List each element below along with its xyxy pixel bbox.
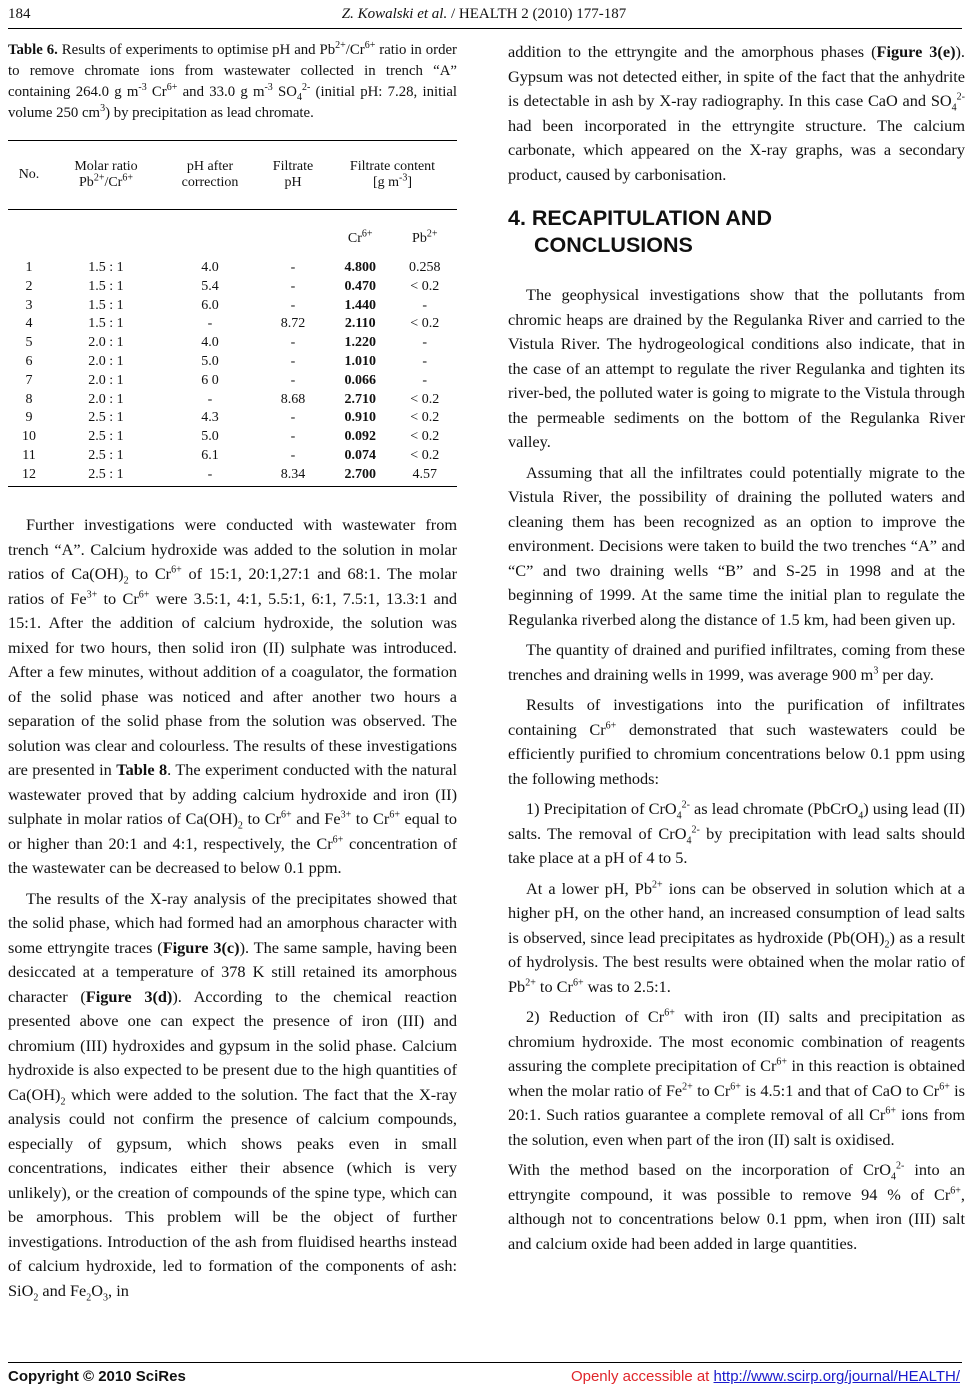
cell-cr: 4.800 — [344, 259, 376, 275]
cell-fph: - — [290, 297, 296, 313]
cell-ph: 4.3 — [201, 410, 219, 426]
cell-ratio: 2.0 : 1 — [88, 353, 124, 369]
cell-fph: - — [290, 410, 296, 426]
cell-pb: < 0.2 — [410, 429, 440, 445]
paragraph-geophysical: The geophysical investigations show that the pollutants from chromic heaps are drained by the Regulanka River and carried to the Vistula River. The hydrogeological conditions also indicate, that in the case of an attempt to regulate the river Regulanka and tighten its river-bed, the polluted water is going to migrate to the Vistula through the permeable sediments on the bottom of the Regulanka River valley. — [508, 285, 965, 451]
cell-cr: 1.010 — [344, 353, 376, 369]
col-ph-after: pH after correction — [162, 141, 258, 210]
paragraph-lower-ph: At a lower pH, $Pb^{2+}$ ions can be observed in solution which at a higher pH, on the other hand, an increased consumption of lead salts is observed, since lead precipitates as hydroxide $(Pb(OH)_2)$ as a result of hydrolysis. The best results were obtained when the molar ratio of $Pb^{2+}$ to $Cr^{6+}$ was to 2.5:1. — [508, 878, 966, 996]
cell-ph: 5.0 — [201, 429, 219, 445]
table-row — [8, 353, 457, 372]
cell-no: 4 — [25, 316, 33, 332]
cell-ph: 5.4 — [201, 278, 219, 294]
cell-fph: - — [290, 278, 296, 294]
cell-fph: 8.68 — [280, 391, 306, 407]
table-row — [8, 466, 457, 487]
cell-pb: - — [422, 335, 428, 351]
col-filtrate-ph: Filtrate pH — [258, 141, 328, 210]
table-row — [8, 278, 457, 297]
cell-cr: 0.470 — [344, 278, 376, 294]
cell-fph: - — [290, 353, 296, 369]
cell-ratio: 1.5 : 1 — [88, 316, 124, 332]
table-row — [8, 390, 457, 409]
cell-no: 8 — [25, 391, 33, 407]
cell-fph: 8.72 — [280, 316, 306, 332]
cell-cr: 0.092 — [344, 429, 376, 445]
cell-ph: 4.0 — [201, 259, 219, 275]
col-cr: $Cr^{6+}$ — [347, 228, 373, 247]
page-footer — [0, 1362, 968, 1388]
paragraph-method-2: 2) Reduction of $Cr^{6+}$ with iron (II) salts and precipitation as chromium hydroxide. The most economic combination of reagents assuring the complete precipitation of $Cr^{6+}$ in this reaction is obtained when the molar ratio of $Fe^{2+}$ to $Cr^{6+}$ is 4.5:1 and that of CaO to $Cr^{6+}$ is 20:1. Such ratios guarantee a complete removal of all $Cr^{6+}$ ions from the solution, even when part of the iron (II) salt is oxidised. — [508, 1007, 966, 1149]
header-rule — [8, 28, 962, 29]
cell-cr: 1.440 — [344, 297, 376, 313]
paragraph-method-1: 1) Precipitation of CrO$_4^{2-}$ as lead chromate (PbCrO$_4$) using lead (II) salts. The removal of CrO$_4^{2-}$ by precipitation with lead salts should take place at a pH of 4 to 5. — [508, 799, 966, 867]
table-row — [8, 334, 457, 353]
cell-ph: 6 0 — [201, 372, 219, 388]
cell-cr: 2.710 — [344, 391, 376, 407]
cell-ratio: 2.5 : 1 — [50, 466, 162, 487]
cell-pb: < 0.2 — [410, 391, 440, 407]
left-column — [8, 40, 457, 1303]
cell-no: 11 — [22, 447, 36, 463]
cell-ph: 6.1 — [201, 447, 219, 463]
cell-ph: - — [162, 466, 258, 487]
cell-no: 10 — [22, 429, 36, 445]
cell-pb: < 0.2 — [410, 316, 440, 332]
cell-fph: 8.34 — [258, 466, 328, 487]
cell-ph: 4.0 — [201, 335, 219, 351]
table-row — [8, 296, 457, 315]
cell-no: 2 — [25, 278, 33, 294]
table-6 — [8, 140, 457, 487]
cell-ph: - — [207, 391, 213, 407]
table-row — [8, 372, 457, 391]
cell-cr: 2.700 — [328, 466, 393, 487]
cell-ratio: 1.5 : 1 — [88, 297, 124, 313]
table-row — [8, 315, 457, 334]
table-row — [8, 259, 457, 278]
section-heading: 4. RECAPITULATION AND CONCLUSIONS — [508, 206, 772, 257]
cell-no: 1 — [25, 259, 33, 275]
cell-fph: - — [290, 259, 296, 275]
cell-ratio: 1.5 : 1 — [88, 259, 124, 275]
paragraph-continued: addition to the ettryngite and the amorphous phases (Figure 3(e)). Gypsum was not detected either, in spite of the fact that the anhydrite is detectable in ash by X-ray radiography. In this case CaO and $SO_4^{2-}$ had been incorporated in the ettryngite structure. The calcium carbonate, which appeared on the X-ray graphs, was a secondary product, caused by carbonisation. — [508, 42, 965, 184]
cell-pb: - — [422, 353, 428, 369]
copyright: Copyright © 2010 SciRes — [8, 1368, 186, 1385]
open-access-note: Openly accessible at http://www.scirp.org/journal/HEALTH/ — [570, 1368, 960, 1385]
table-6-caption: Table 6. Results of experiments to optimise pH and $Pb^{2+}/Cr^{6+}$ ratio in order to remove chromate ions from wastewater collected in trench “A” containing 264.0 g $m^{-3}$ $Cr^{6+}$ and 33.0 g $m^{-3}$ $SO_4^{2-}$ (initial pH: 7.28, initial volume 250 $cm^3$) by precipitation as lead chromate. — [8, 40, 457, 121]
page-header — [0, 0, 968, 30]
cell-ratio: 2.5 : 1 — [88, 410, 124, 426]
cell-ratio: 2.0 : 1 — [88, 391, 124, 407]
cell-fph: - — [290, 335, 296, 351]
right-column — [508, 40, 965, 1256]
table-row — [8, 409, 457, 428]
cell-ph: 6.0 — [201, 297, 219, 313]
cell-pb: 4.57 — [393, 466, 458, 487]
cell-ph: 5.0 — [201, 353, 219, 369]
footer-rule — [8, 1362, 962, 1363]
cell-pb: - — [422, 297, 428, 313]
cell-no: 12 — [8, 466, 50, 487]
paragraph-xray-results: The results of the X-ray analysis of the precipitates showed that the solid phase, which had formed had an amorphous character with some ettryngite traces (Figure 3(c)). The same sample, having been desiccated at a temperature of 378 K still retained its amorphous character (Figure 3(d)). According to the chemical reaction presented above one can expect the presence of iron (III) and chromium (III) hydroxides and gypsum in the solid phase. Calcium hydroxide is also expected to be present due to the high quantities of $Ca(OH)_2$ which were added to the solution. The fact that the X-ray analysis could not confirm the presence of calcium compounds, especially of gypsum, which shows peaks even in small concentrations, indicates either their absence (which is very unlikely), or the creation of compounds of the spine type, which can be amorphous. This problem will be the object of further investigations. Introduction of the ash from fluidised hearths instead of calcium hydroxide, led to formation of the components of ash: SiO$_2$ and $Fe_2O_3$, in — [8, 888, 457, 1304]
cell-pb: < 0.2 — [410, 278, 440, 294]
col-pb: $Pb^{2+}$ — [412, 228, 438, 247]
col-molar-ratio: Molar ratio $Pb^{2+}/Cr^{6+}$ — [50, 141, 162, 210]
paragraph-results: Results of investigations into the purification of infiltrates containing $Cr^{6+}$ demonstrated that such wastewaters could be efficiently purified to chromium concentrations below 0.1 ppm using the following methods: — [508, 695, 965, 788]
cell-cr: 0.910 — [344, 410, 376, 426]
running-title: Z. Kowalski et al. / HEALTH 2 (2010) 177-187 — [341, 6, 627, 22]
cell-fph: - — [290, 429, 296, 445]
cell-no: 6 — [25, 353, 33, 369]
cell-cr: 1.220 — [344, 335, 376, 351]
cell-ph: - — [207, 316, 213, 332]
cell-no: 5 — [25, 335, 33, 351]
cell-no: 3 — [25, 297, 33, 313]
table-row — [8, 447, 457, 466]
table-row — [8, 428, 457, 447]
cell-no: 7 — [25, 372, 33, 388]
paragraph-ettryngite: With the method based on the incorporation of CrO$_4^{2-}$ into an ettryngite compound, it was possible to remove 94 % of $Cr^{6+}$, although not to concentrations below 0.1 ppm, when iron (III) salt and calcium oxide had been added in large quantities. — [508, 1160, 965, 1253]
col-filtrate-content: Filtrate content [g $m^{-3}$] — [328, 141, 457, 210]
cell-pb: < 0.2 — [410, 447, 440, 463]
cell-fph: - — [290, 372, 296, 388]
cell-pb: < 0.2 — [410, 410, 440, 426]
paragraph-quantity: The quantity of drained and purified infiltrates, coming from these trenches and draining wells in 1999, was average 900 $m^3$ per day. — [508, 640, 965, 684]
cell-cr: 0.074 — [344, 447, 376, 463]
cell-pb: 0.258 — [409, 259, 441, 275]
journal-link[interactable]: http://www.scirp.org/journal/HEALTH/ — [713, 1368, 960, 1385]
cell-ratio: 2.5 : 1 — [88, 447, 124, 463]
cell-ratio: 2.0 : 1 — [88, 372, 124, 388]
cell-cr: 2.110 — [344, 316, 376, 332]
page-number: 184 — [8, 6, 31, 22]
cell-ratio: 2.5 : 1 — [88, 429, 124, 445]
cell-ratio: 1.5 : 1 — [88, 278, 124, 294]
paragraph-further-investigations: Further investigations were conducted with wastewater from trench “A”. Calcium hydroxide was added to the solution in molar ratios of $Ca(OH)_2$ to $Cr^{6+}$ of 15:1, 20:1,27:1 and 68:1. The molar ratios of $Fe^{3+}$ to $Cr^{6+}$ were 3.5:1, 4:1, 5.5:1, 6:1, 7.5:1, 13.3:1 and 15:1. After the addition of calcium hydroxide, the solution was mixed for two hours, then solid iron (II) sulphate was introduced. After a few minutes, without addition of a coagulator, the formation of the solid phase was noticed and after another two hours a separation of the solid phase from the solution was observed. The solution was clear and colourless. The results of these investigations are presented in Table 8. The experiment conducted with the natural wastewater proved that by adding calcium hydroxide and iron (II) sulphate in molar ratios of $Ca(OH)_2$ to $Cr^{6+}$ and $Fe^{3+}$ to $Cr^{6+}$ equal to or higher than 20:1 and 4:1, respectively, the $Cr^{6+}$ concentration of the wastewater can be decreased to below 0.1 ppm. — [8, 515, 458, 878]
paragraph-assuming: Assuming that all the infiltrates could potentially migrate to the Vistula River, the possibility of draining the polluted waters and cleaning them has been recognized as an option to improve the environment. Decisions were taken to build the two trenches “A” and “C” and two draining wells “B” and S-25 in 1998 and at the beginning of 1999. At the same time the initial plan to regulate the Regulanka riverbed along the distance of 1.5 km, had been given up. — [508, 462, 965, 629]
cell-pb: - — [422, 372, 428, 388]
cell-ratio: 2.0 : 1 — [88, 335, 124, 351]
cell-fph: - — [290, 447, 296, 463]
cell-no: 9 — [25, 410, 33, 426]
cell-cr: 0.066 — [344, 372, 376, 388]
col-no: No. — [8, 141, 50, 210]
